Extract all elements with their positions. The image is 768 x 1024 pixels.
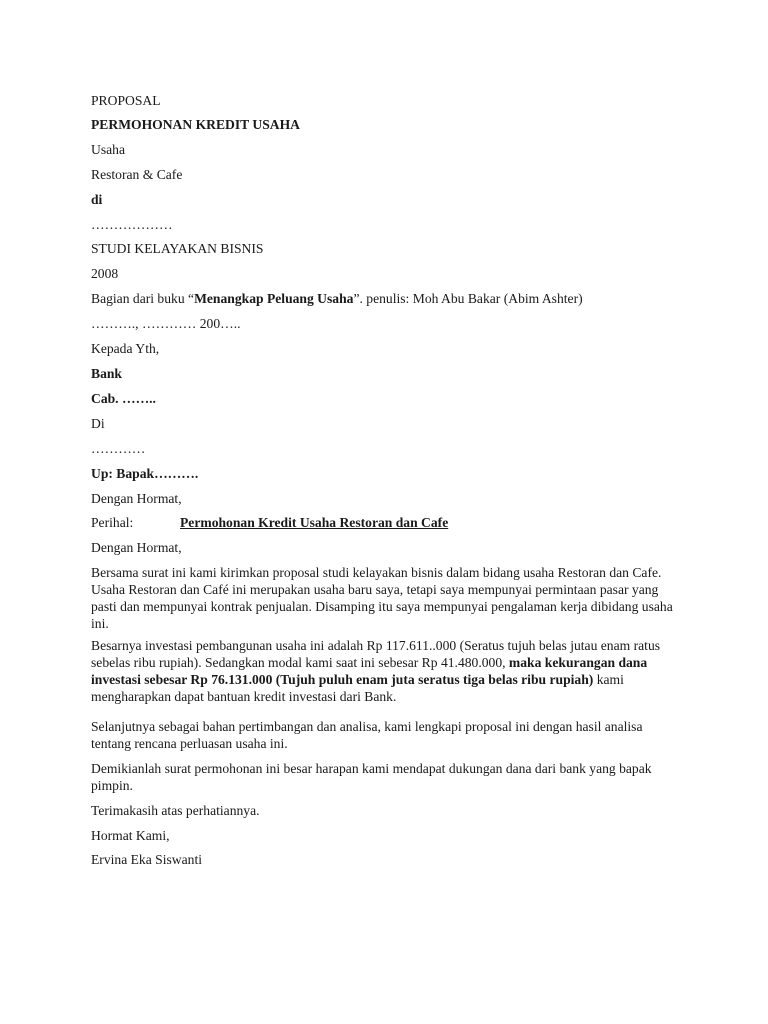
source-line <box>91 290 583 307</box>
paragraph-3: Selanjutnya sebagai bahan pertimbangan dan analisa, kami lengkapi proposal ini dengan hasil analisa tentang rencana perluasan usaha ini. <box>91 719 643 751</box>
source-suffix: ”. penulis: Moh Abu Bakar (Abim Ashter) <box>353 291 583 306</box>
paragraph-2 <box>91 637 681 705</box>
date-line: ………., ………… 200….. <box>91 316 241 331</box>
study-title: STUDI KELAYAKAN BISNIS <box>91 241 264 256</box>
usaha-label: Usaha <box>91 142 125 157</box>
perihal-value: Permohonan Kredit Usaha Restoran dan Cafe <box>180 515 449 530</box>
paragraph-2-text-b: kami mengharapkan dapat bantuan kredit investasi dari Bank. <box>91 672 624 704</box>
paragraph-2-bold: maka kekurangan dana investasi sebesar Rp 76.131.000 (Tujuh puluh enam juta seratus tiga belas ribu rupiah) <box>91 655 648 687</box>
paragraph-4: Demikianlah surat permohonan ini besar harapan kami mendapat dukungan dana dari bank yang bapak pimpin. <box>91 761 652 793</box>
source-book: Menangkap Peluang Usaha <box>194 291 354 306</box>
business-name: Restoran & Cafe <box>91 167 183 182</box>
signer-name: Ervina Eka Siswanti <box>91 852 202 867</box>
year: 2008 <box>91 266 119 281</box>
greeting-second: Dengan Hormat, <box>91 540 182 555</box>
di-label: di <box>91 192 103 207</box>
paragraph-2-text-a: Besarnya investasi pembangunan usaha ini adalah Rp 117.611..000 (Seratus tujuh belas jutau enam ratus sebelas ribu rupiah). Sedangkan modal kami saat ini sebesar Rp 41.480.000, <box>91 638 661 670</box>
up-line: Up: Bapak………. <box>91 466 199 481</box>
perihal-label: Perihal: <box>91 515 134 530</box>
greeting-first: Dengan Hormat, <box>91 491 182 506</box>
thanks-line: Terimakasih atas perhatiannya. <box>91 803 260 818</box>
bank-label: Bank <box>91 366 122 381</box>
address-di: Di <box>91 416 105 431</box>
address-dots: ………… <box>91 441 146 456</box>
source-prefix: Bagian dari buku “ <box>91 291 195 306</box>
paragraph-1: Bersama surat ini kami kirimkan proposal studi kelayakan bisnis dalam bidang usaha Restoran dan Cafe. Usaha Restoran dan Café ini merupakan usaha baru saya, tetapi saya mempunyai permintaan pasar yang pasti dan mempunyai kontrak penjualan. Disamping itu saya mempunyai pengalaman kerja dibidang usaha ini. <box>91 565 673 631</box>
document-title: PERMOHONAN KREDIT USAHA <box>91 117 300 132</box>
closing-line: Hormat Kami, <box>91 828 170 843</box>
perihal-line <box>91 514 448 531</box>
proposal-label: PROPOSAL <box>91 93 161 108</box>
place-dots: ……………… <box>91 217 173 232</box>
kepada-label: Kepada Yth, <box>91 341 160 356</box>
cabang-label: Cab. …….. <box>91 391 156 406</box>
